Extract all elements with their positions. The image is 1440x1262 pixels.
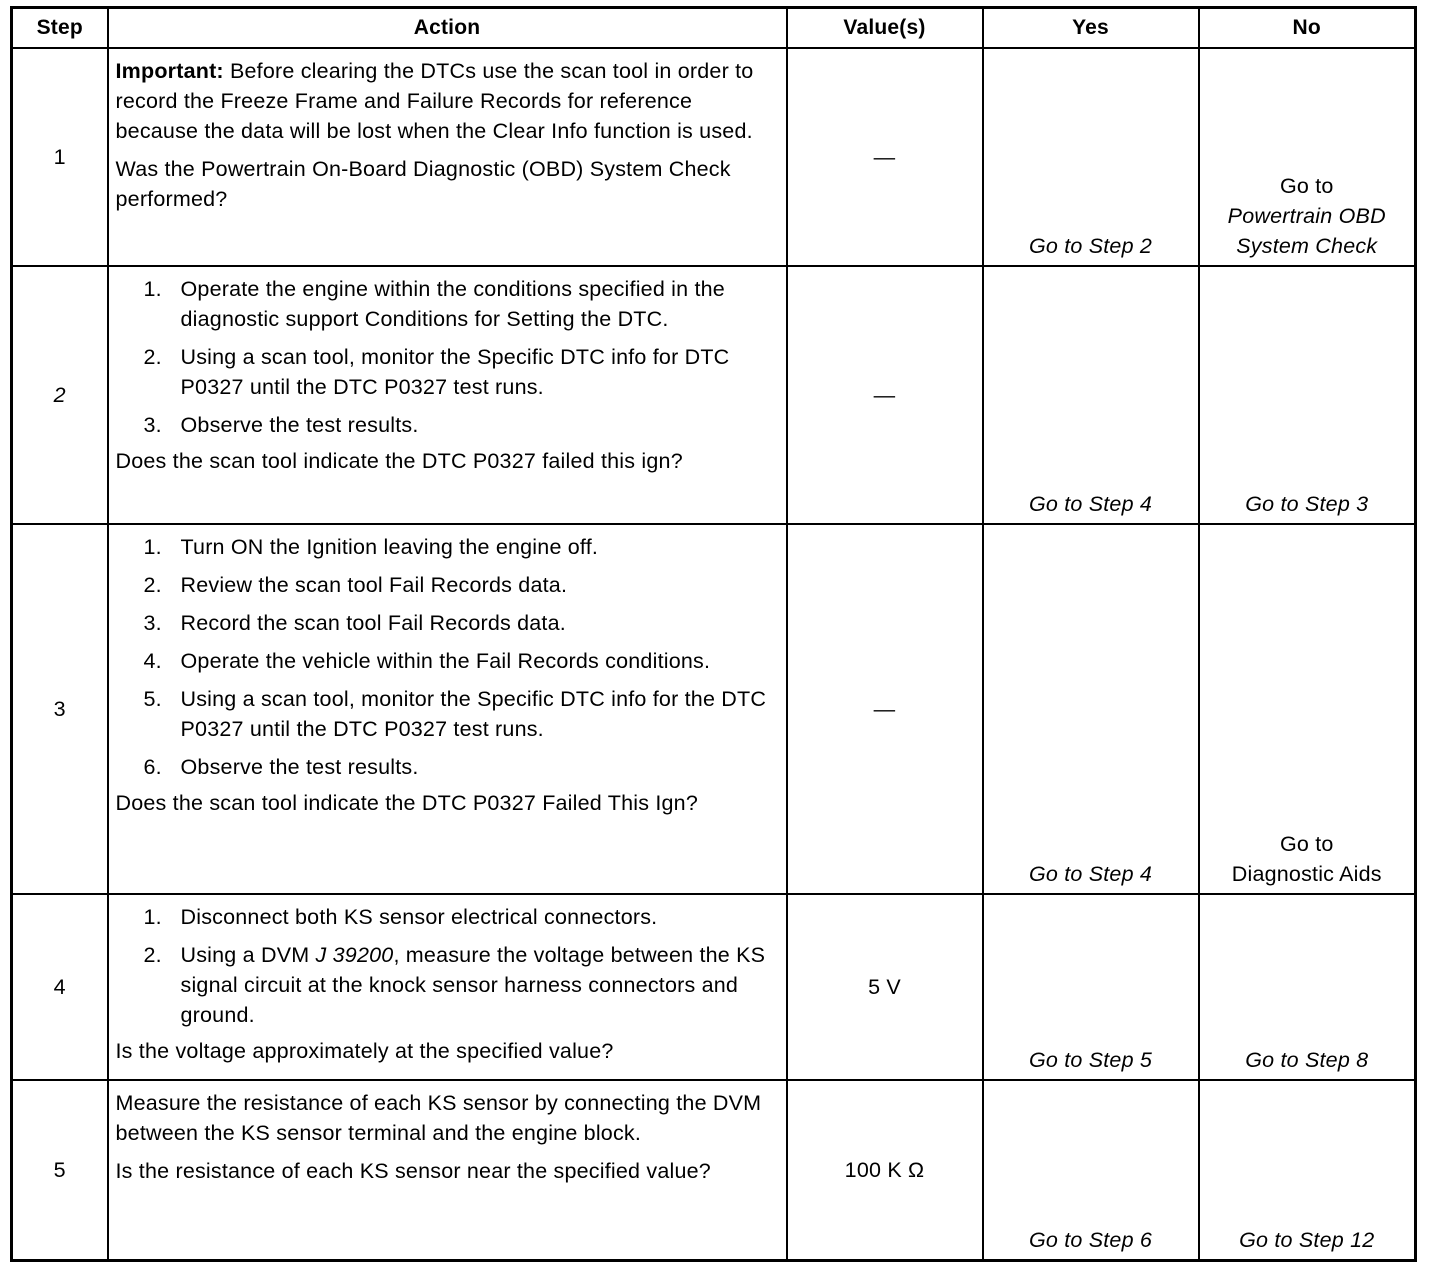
- table-row: [12, 48, 1416, 266]
- no-link[interactable]: Go to Step 12: [1239, 1228, 1375, 1252]
- no-cell: [1199, 1080, 1416, 1261]
- step-number: 4: [12, 894, 108, 1080]
- step-number: 1: [12, 48, 108, 266]
- no-cell: [1199, 48, 1416, 266]
- header-row: [12, 8, 1416, 49]
- procedure-list: [116, 532, 780, 782]
- diagnostic-table: [10, 6, 1417, 1262]
- table-row: [12, 894, 1416, 1080]
- procedure-item: 1. Operate the engine within the conditions specified in the diagnostic support Conditions for Setting the DTC.: [143, 277, 725, 331]
- procedure-item: 2. Using a DVM J 39200, measure the voltage between the KS signal circuit at the knock sensor harness connectors and ground.: [143, 943, 766, 1027]
- yes-cell: [983, 48, 1199, 266]
- procedure-item: 3. Record the scan tool Fail Records data.: [143, 611, 566, 635]
- table-row: [12, 524, 1416, 894]
- yes-link[interactable]: Go to Step 4: [1028, 862, 1153, 886]
- step-instruction: Measure the resistance of each KS sensor by connecting the DVM between the KS sensor terminal and the engine block.: [115, 1091, 762, 1145]
- action-cell: [108, 524, 787, 894]
- no-link[interactable]: Go to Diagnostic Aids: [1231, 832, 1382, 886]
- step-number: 2: [12, 266, 108, 524]
- yes-link[interactable]: Go to Step 6: [1028, 1228, 1153, 1252]
- procedure-list: [116, 902, 780, 1030]
- no-cell: [1199, 266, 1416, 524]
- action-cell: [108, 1080, 787, 1261]
- procedure-item: 4. Operate the vehicle within the Fail Records conditions.: [143, 649, 711, 673]
- procedure-item-text: Using a DVM J 39200, measure the voltage between the KS signal circuit at the knock sensor harness connectors and ground.: [180, 943, 766, 1027]
- step-question: Is the resistance of each KS sensor near the specified value?: [115, 1159, 711, 1183]
- procedure-item: 2. Using a scan tool, monitor the Specific DTC info for DTC P0327 until the DTC P0327 test runs.: [143, 345, 730, 399]
- step-question: Does the scan tool indicate the DTC P0327 failed this ign?: [115, 449, 683, 473]
- step-question: Is the voltage approximately at the specified value?: [115, 1039, 614, 1063]
- procedure-item: 3. Observe the test results.: [143, 413, 419, 437]
- procedure-item: 2. Review the scan tool Fail Records data.: [143, 573, 568, 597]
- step-question: Was the Powertrain On-Board Diagnostic (OBD) System Check performed?: [115, 157, 731, 211]
- no-cell: [1199, 894, 1416, 1080]
- table-row: [12, 1080, 1416, 1261]
- no-link[interactable]: Go to Step 3: [1245, 492, 1369, 516]
- step-number: 5: [12, 1080, 108, 1261]
- header-yes: Yes: [983, 8, 1199, 49]
- procedure-item: 1. Disconnect both KS sensor electrical connectors.: [143, 905, 658, 929]
- no-cell: [1199, 524, 1416, 894]
- yes-link[interactable]: Go to Step 4: [1028, 492, 1153, 516]
- value-cell: 5 V: [787, 894, 983, 1080]
- procedure-item: 6. Observe the test results.: [143, 755, 419, 779]
- action-cell: [108, 266, 787, 524]
- value-cell: —: [787, 266, 983, 524]
- table-row: [12, 266, 1416, 524]
- yes-link[interactable]: Go to Step 5: [1028, 1048, 1153, 1072]
- header-no: No: [1199, 8, 1416, 49]
- procedure-item: 5. Using a scan tool, monitor the Specific DTC info for the DTC P0327 until the DTC P0327 test runs.: [143, 687, 767, 741]
- important-text: Before clearing the DTCs use the scan tool in order to record the Freeze Frame and Failure Records for reference because the data will be lost when the Clear Info function is used.: [115, 59, 754, 143]
- yes-cell: [983, 266, 1199, 524]
- header-values: Value(s): [787, 8, 983, 49]
- action-cell: [108, 894, 787, 1080]
- step-question: Does the scan tool indicate the DTC P0327 Failed This Ign?: [115, 791, 698, 815]
- no-link[interactable]: Go to Step 8: [1245, 1048, 1369, 1072]
- no-prefix: Go to: [1279, 174, 1334, 198]
- header-action: Action: [108, 8, 787, 49]
- important-label: Important:: [115, 59, 224, 83]
- procedure-item: 1. Turn ON the Ignition leaving the engine off.: [143, 535, 599, 559]
- yes-cell: [983, 894, 1199, 1080]
- procedure-list: [116, 274, 780, 440]
- yes-link[interactable]: Go to Step 2: [1028, 234, 1153, 258]
- action-cell: [108, 48, 787, 266]
- step-number: 3: [12, 524, 108, 894]
- diagnostic-table-container: [10, 6, 1417, 1262]
- value-cell: 100 K Ω: [787, 1080, 983, 1261]
- important-note: [116, 56, 780, 146]
- yes-cell: [983, 1080, 1199, 1261]
- no-link[interactable]: Powertrain OBD System Check: [1227, 204, 1386, 258]
- tool-reference: J 39200: [315, 943, 394, 967]
- header-step: Step: [12, 8, 108, 49]
- value-cell: —: [787, 48, 983, 266]
- yes-cell: [983, 524, 1199, 894]
- value-cell: —: [787, 524, 983, 894]
